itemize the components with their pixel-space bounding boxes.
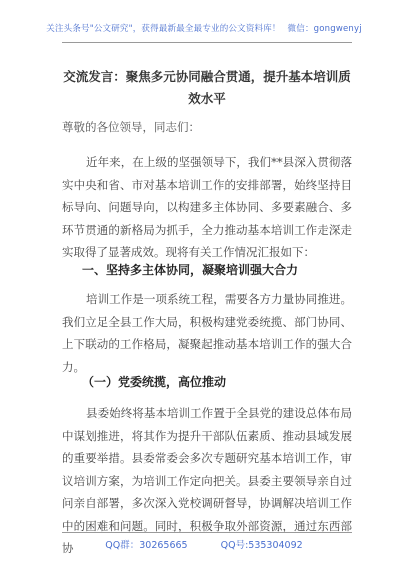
paragraph-intro: 近年来，在上级的坚强领导下，我们**县深入贯彻落实中央和省、市对基本培训工作的安排部署，始终坚持目标导向、问题导向，以构建多主体协同、多要素融合、多环节贯通的新格局为抓手，全力推动基本培训工作走深走实取得了显著成效。现将有关工作情况汇报如下： [62, 155, 352, 259]
footer [0, 537, 408, 551]
header-banner [0, 22, 408, 34]
footer-qq-group: QQ群：30265665 [105, 540, 188, 551]
header-banner-text: 关注头条号"公文研究"，获得最新最全最专业的公文资料库！ [46, 24, 281, 34]
header-divider [62, 42, 352, 43]
header-contact-text: 微信：gongwenyj [287, 24, 362, 34]
paragraph-section-1: 培训工作是一项系统工程，需要各方力量协同推进。我们立足全县工作大局，积极构建党委统揽、部门协同、上下联动的工作格局，凝聚起推动基本培训工作的强大合力。 [62, 292, 352, 374]
salutation: 尊敬的各位领导，同志们： [62, 120, 200, 134]
section-heading-1: 一、坚持多主体协同，凝聚培训强大合力 [82, 263, 299, 277]
paragraph-subsection-1: 县委始终将基本培训工作置于全县党的建设总体布局中谋划推进，将其作为提升干部队伍素质、推动县域发展的重要举措。县委常委会多次专题研究基本培训工作，审议培训方案，为培训工作定向把关。县委主要领导亲自过问亲自部署，多次深入党校调研督导，协调解决培训工作中的困难和问题。同时，积极争取外部资源，通过东西部协 [62, 406, 352, 555]
subsection-heading-1: （一）党委统揽，高位推动 [82, 375, 227, 389]
footer-qq-number: QQ号:535304092 [220, 540, 303, 551]
document-title: 交流发言：聚焦多元协同融合贯通，提升基本培训质效水平 [63, 69, 351, 106]
footer-divider [62, 532, 352, 533]
